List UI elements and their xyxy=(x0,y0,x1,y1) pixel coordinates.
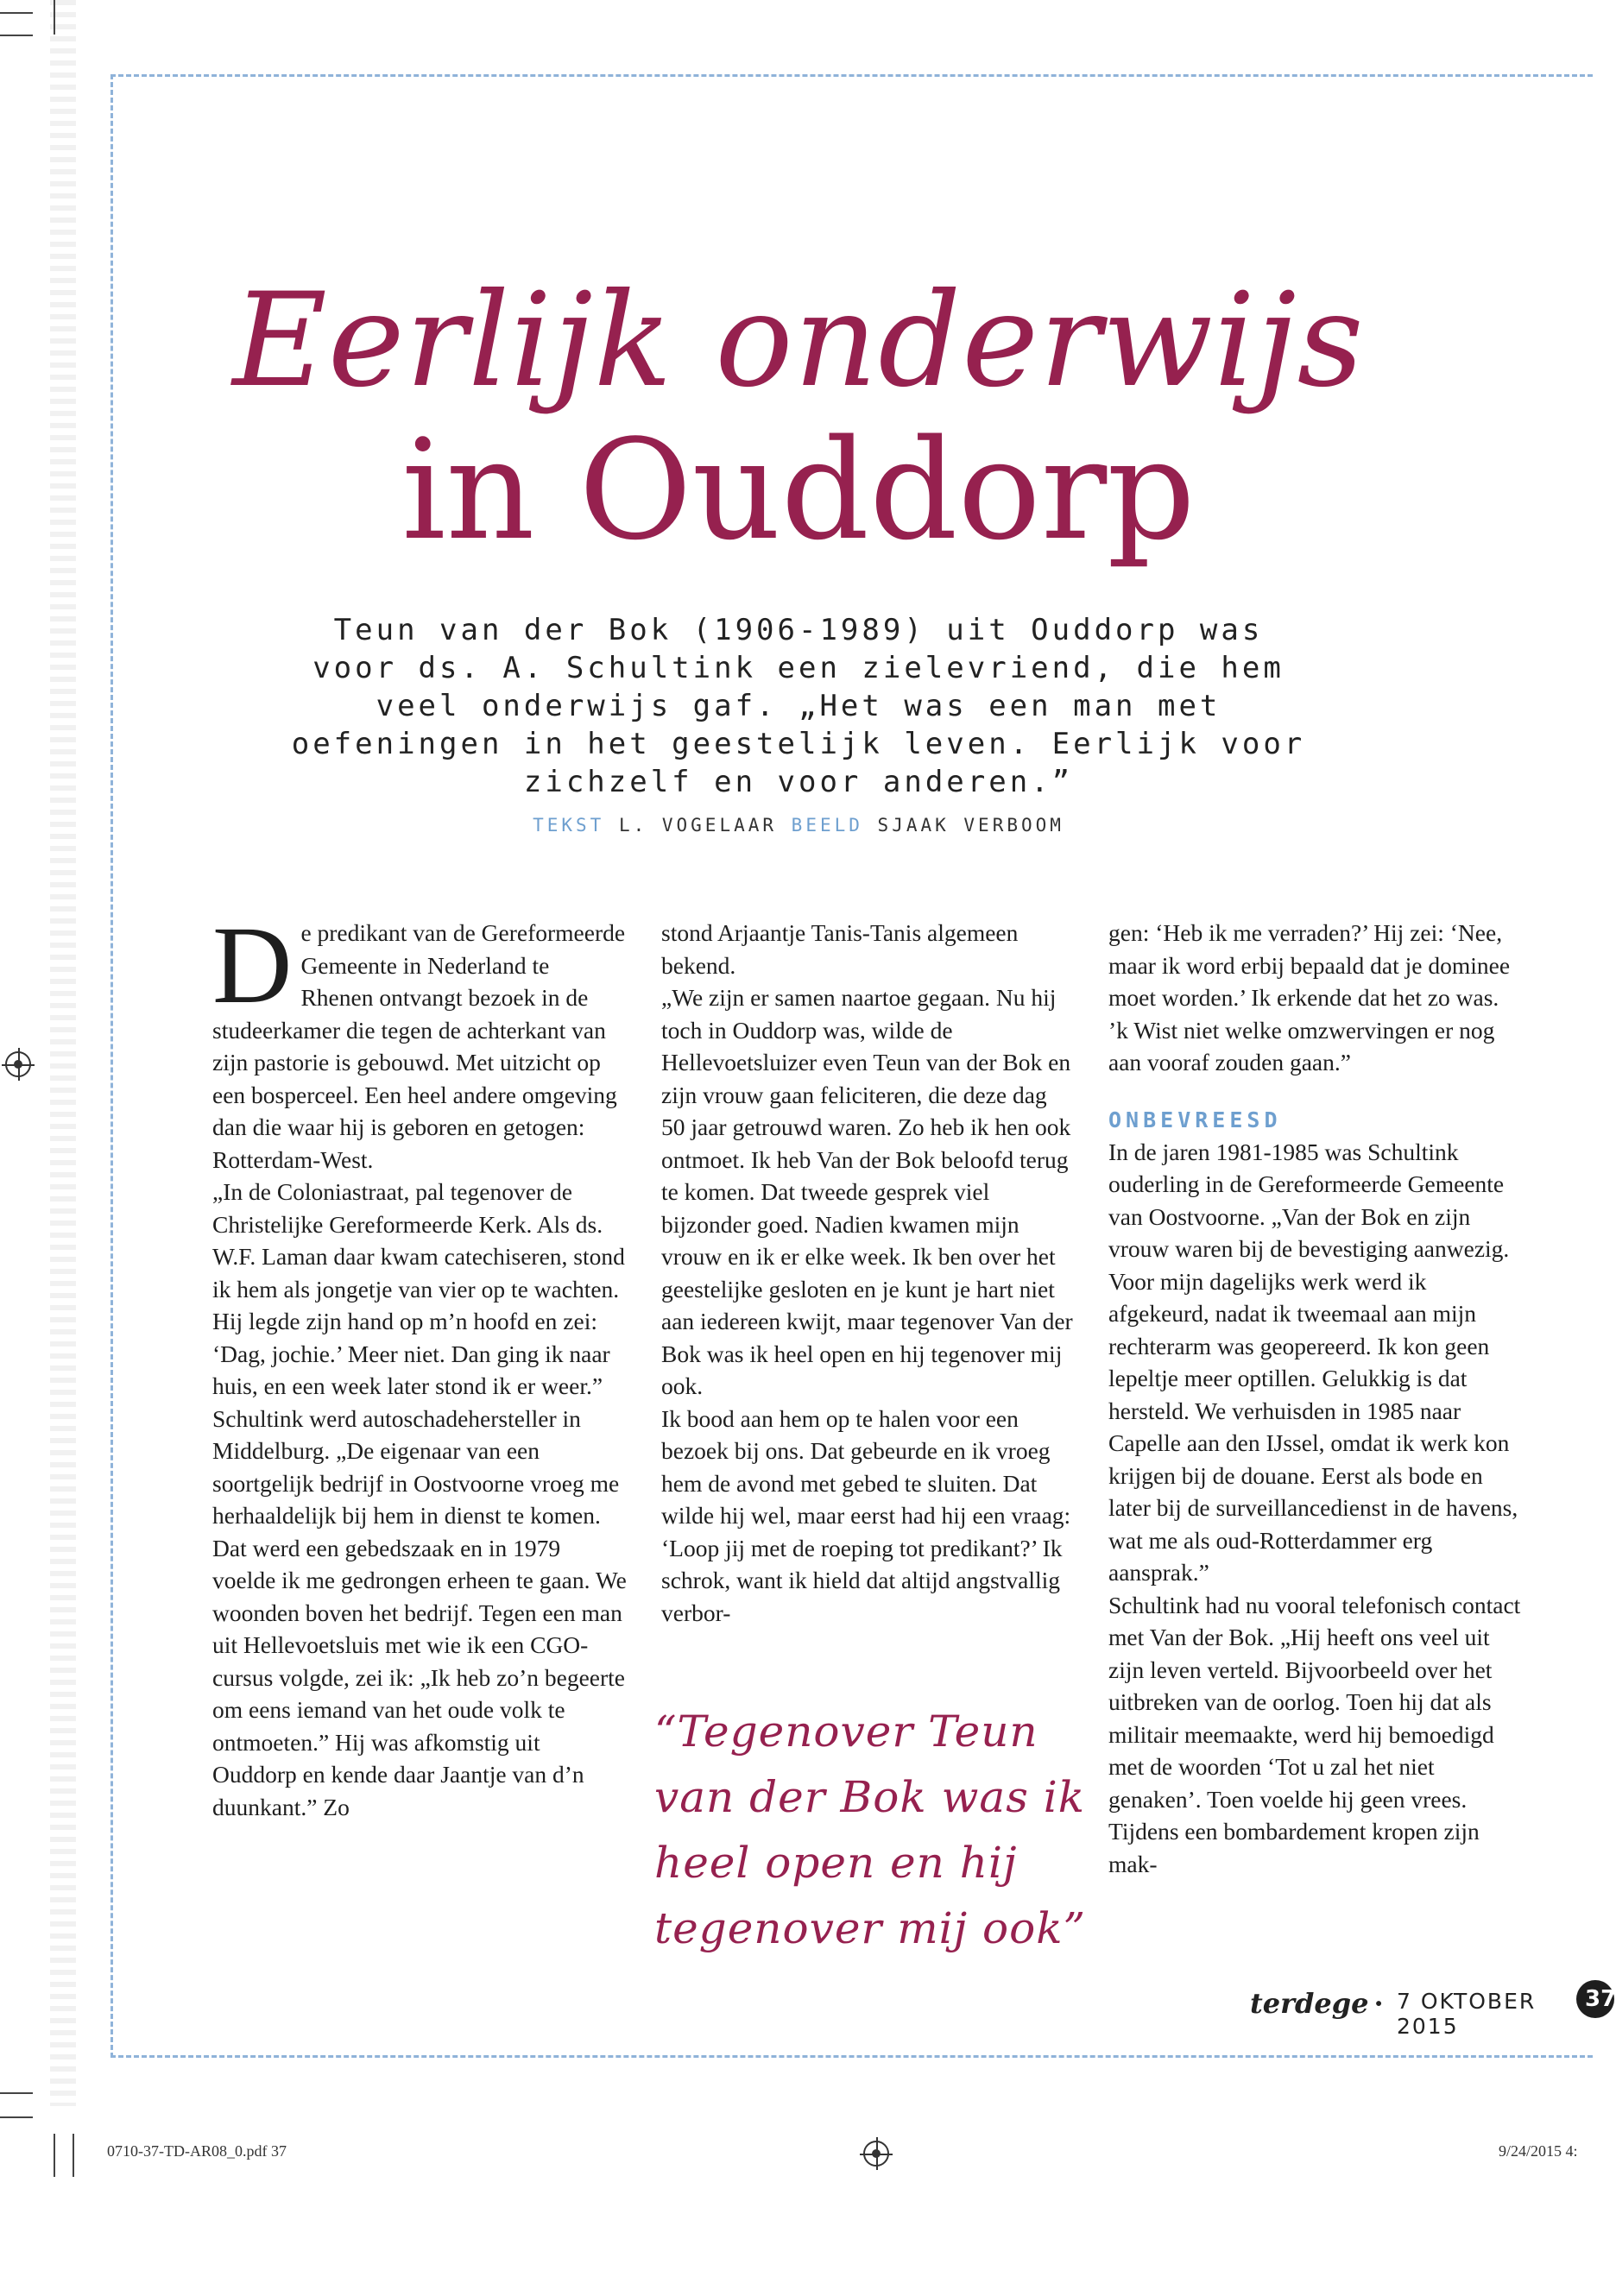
crop-mark xyxy=(0,35,33,36)
print-slug-filename: 0710-37-TD-AR08_0.pdf 37 xyxy=(107,2142,287,2160)
body-column-1 xyxy=(212,904,627,1823)
crop-mark xyxy=(0,2116,33,2118)
drop-cap: D xyxy=(212,904,293,1026)
body-paragraph: Schultink werd autoschadehersteller in Middelburg. „De eigenaar van een soortgelijk bedrijf in Oostvoorne vroeg me herhaaldelijk bij hem in dienst te komen. Dat werd een gebedszaak en in 1979 voelde ik me gedrongen erheen te gaan. We woonden boven het bedrijf. Tegen een man uit Hellevoetsluis met wie ik een CGO-cursus volgde, zei ik: „Ik heb zo’n begeerte om eens iemand van het oude volk te ontmoeten.” Hij was afkomstig uit Ouddorp en kende daar Jaantje van d’n duunkant.” Zo xyxy=(212,1404,627,1820)
article-lede: Teun van der Bok (1906-1989) uit Ouddorp was voor ds. A. Schultink een zielevriend, die hem veel onderwijs gaf. „Het was een man met oefeningen in het geestelijk leven. Eerlijk voor zichzelf en voor anderen.” xyxy=(291,613,1306,799)
crop-mark xyxy=(0,12,33,14)
body-paragraph: „We zijn er samen naartoe gegaan. Nu hij toch in Ouddorp was, wilde de Hellevoetsluizer even Teun van der Bok en zijn vrouw gaan feliciteren, die deze dag 50 jaar getrouwd waren. Zo heb ik hen ook ontmoet. Ik heb Van der Bok beloofd terug te komen. Dat tweede gesprek viel bijzonder goed. Nadien kwamen mijn vrouw en ik er elke week. Ik ben over het geestelijke gesloten en je kunt je hart niet aan iedereen kwijt, maar tegenover Van der Bok was ik heel open en hij tegenover mij ook. xyxy=(661,984,1073,1399)
subheading: ONBEVREESD xyxy=(1108,1107,1282,1132)
registration-mark-left xyxy=(5,1051,31,1077)
byline xyxy=(345,815,1252,836)
crop-mark xyxy=(73,2134,74,2177)
article-title-line-1: Eerlijk onderwijs xyxy=(232,266,1365,416)
magazine-logo: terdege · xyxy=(1250,1987,1384,2020)
body-column-3 xyxy=(1108,917,1523,1880)
body-paragraph: Schultink had nu vooral telefonisch contact met Van der Bok. „Hij heeft ons veel uit zijn leven verteld. Bijvoorbeeld over het uitbreken van de oorlog. Toen hij dat als militair meemaakte, werd hij bemoedigd met de woorden ‘Tot u zal het niet genaken’. Toen voelde hij geen vrees. Tijdens een bombardement kropen zijn mak- xyxy=(1108,1591,1521,1877)
body-paragraph: Ik bood aan hem op te halen voor een bezoek bij ons. Dat gebeurde en ik vroeg hem de avond met gebed te sluiten. Dat wilde hij wel, maar eerst had hij een vraag: ‘Loop jij met de roeping tot predikant?’ Ik schrok, want ik hield dat altijd angstvallig verbor- xyxy=(661,1404,1071,1626)
byline-text-label: TEKST xyxy=(533,815,605,836)
print-slug-timestamp: 9/24/2015 4: xyxy=(1499,2142,1578,2160)
article-title-line-2: in Ouddorp xyxy=(401,409,1196,571)
byline-image-label: BEELD xyxy=(791,815,863,836)
crop-mark xyxy=(0,2092,33,2094)
body-paragraph: stond Arjaantje Tanis-Tanis algemeen bekend. xyxy=(661,919,1019,979)
body-paragraph: Voor mijn dagelijks werk werd ik afgekeurd, nadat ik tweemaal aan mijn rechterarm was geopereerd. Ik kon geen lepeltje meer optillen. Gelukkig is dat hersteld. We verhuisden in 1985 naar Capelle aan den IJssel, omdat ik werk kon krijgen bij de douane. Eerst als bode en later bij de surveillancedienst in de havens, wat me als oud-Rotterdammer erg aansprak.” xyxy=(1108,1267,1518,1586)
registration-mark-bottom xyxy=(863,2141,889,2167)
body-paragraph: De predikant van de Gereformeerde Gemeente in Nederland te Rhenen ontvangt bezoek in de studeerkamer die tegen de achterkant van zijn pastorie is gebouwd. Met uitzicht op een bosperceel. Een heel andere omgeving dan die waar hij is geboren en getogen: Rotterdam-West. xyxy=(212,904,626,1173)
pull-quote: “Tegenover Teun van der Bok was ik heel open en hij tegenover mij ook” xyxy=(654,1706,1087,1953)
crop-mark xyxy=(54,0,55,35)
bleed-strip xyxy=(50,0,76,2106)
body-paragraph: gen: ‘Heb ik me verraden?’ Hij zei: ‘Nee, maar ik word erbij bepaald dat je dominee moet worden.’ Ik erkende dat het zo was. ’k Wist niet welke omzwervingen er nog aan vooraf zouden gaan.” xyxy=(1108,919,1511,1075)
body-paragraph: „In de Coloniastraat, pal tegenover de Christelijke Gereformeerde Kerk. Als ds. W.F. Laman daar kwam catechiseren, stond ik hem als jongetje van vier op te wachten. Hij legde zijn hand op m’n hoofd en zei: ‘Dag, jochie.’ Meer niet. Dan ging ik naar huis, en een week later stond ik er weer.” xyxy=(212,1178,625,1399)
byline-photographer: SJAAK VERBOOM xyxy=(877,815,1064,836)
body-paragraph: In de jaren 1981-1985 was Schultink ouderling in de Gereformeerde Gemeente van Oostvoorne. „Van der Bok en zijn vrouw waren bij de bevestiging aanwezig. xyxy=(1108,1138,1510,1262)
byline-author: L. VOGELAAR xyxy=(618,815,778,836)
crop-mark xyxy=(54,2134,55,2177)
body-column-2 xyxy=(661,917,1074,1629)
issue-date: 7 OKTOBER 2015 xyxy=(1397,1989,1537,2039)
page-number: 37 xyxy=(1576,1980,1614,2018)
